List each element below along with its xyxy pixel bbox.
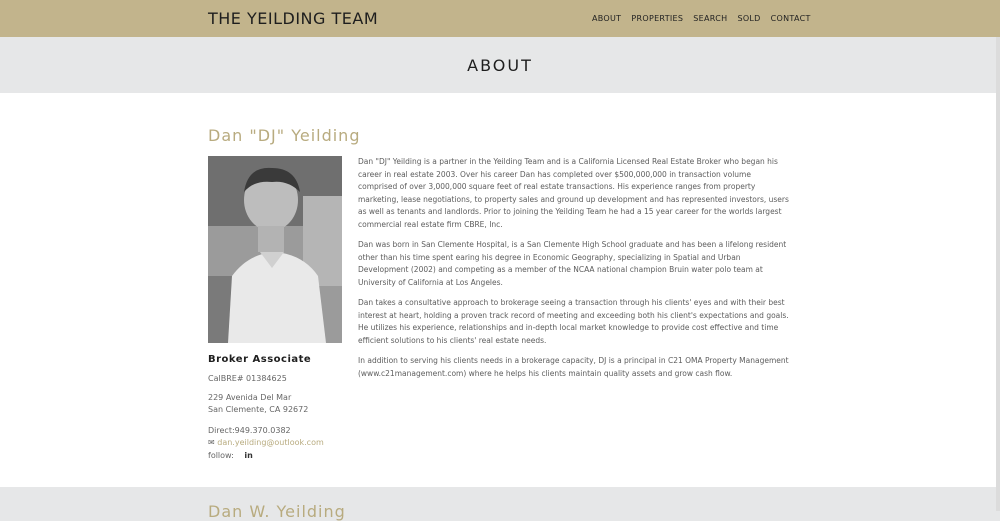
page-title-band [0,37,1000,93]
license-number: CalBRE# 01384625 [208,374,287,383]
brand-logo[interactable]: THE YEILDING TEAM [208,9,379,28]
address-line-1: 229 Avenida Del Mar [208,393,292,402]
profile-role: Broker Associate [208,354,312,365]
nav-properties[interactable]: PROPERTIES [631,14,684,23]
direct-phone: Direct:949.370.0382 [208,426,291,435]
envelope-icon: ✉ [208,438,215,447]
follow-label: follow: [208,451,234,460]
email-row [208,437,324,449]
top-navigation-bar [0,0,1000,37]
nav-sold[interactable]: SOLD [737,14,761,23]
nav-about[interactable]: ABOUT [592,14,622,23]
main-nav [592,14,811,23]
next-profile-name: Dan W. Yeilding [208,502,346,521]
follow-row [208,450,253,462]
profile-section [0,93,1000,487]
bio-paragraph: Dan was born in San Clemente Hospital, is a San Clemente High School graduate and has been a lifelong resident other than his time spent earing his degree in Economic Geography, specializing in Spatial and Urban Development (2002) and competing as a member of the NCAA national champion Bruin water polo team at University of California at Los Angeles. [358,240,787,287]
nav-contact[interactable]: CONTACT [770,14,811,23]
email-link[interactable]: dan.yeilding@outlook.com [217,438,324,447]
scrollbar[interactable] [996,37,1000,511]
page-title: ABOUT [467,56,533,75]
nav-search[interactable]: SEARCH [693,14,728,23]
profile-photo [208,156,342,343]
bio-paragraph: Dan "DJ" Yeilding is a partner in the Yeilding Team and is a California Licensed Real Estate Broker who began his career in real estate 2003. Over his career Dan has completed over $500,000,000 in transaction volume comprised of over 3,000,000 square feet of real estate transactions. His experience ranges from property marketing, lease negotiations, to property sales and ground up development and has represented investors, users as well as tenants and landlords. Prior to joining the Yeilding Team he had a 15 year career for the worlds largest commercial real estate firm CBRE, Inc. [358,157,789,229]
profile-name: Dan "DJ" Yeilding [208,126,361,145]
address-line-2: San Clemente, CA 92672 [208,405,309,414]
bio-paragraph: Dan takes a consultative approach to brokerage seeing a transaction through his clients' eyes and with their best interest at heart, holding a proven track record of meeting and exceeding both his client's expectations and goals. He utilizes his experience, relationships and in-depth local market knowledge to provide cost effective and time efficient solutions to his clients' real estate needs. [358,298,789,345]
profile-photo-image [208,156,342,343]
next-profile-section [0,487,1000,521]
linkedin-icon[interactable]: in [244,451,253,460]
bio-paragraph: In addition to serving his clients needs in a brokerage capacity, DJ is a principal in C21 OMA Property Management (www.c21management.com) where he helps his clients maintain quality assets and grow cash flow. [358,356,789,378]
profile-bio [358,156,790,388]
